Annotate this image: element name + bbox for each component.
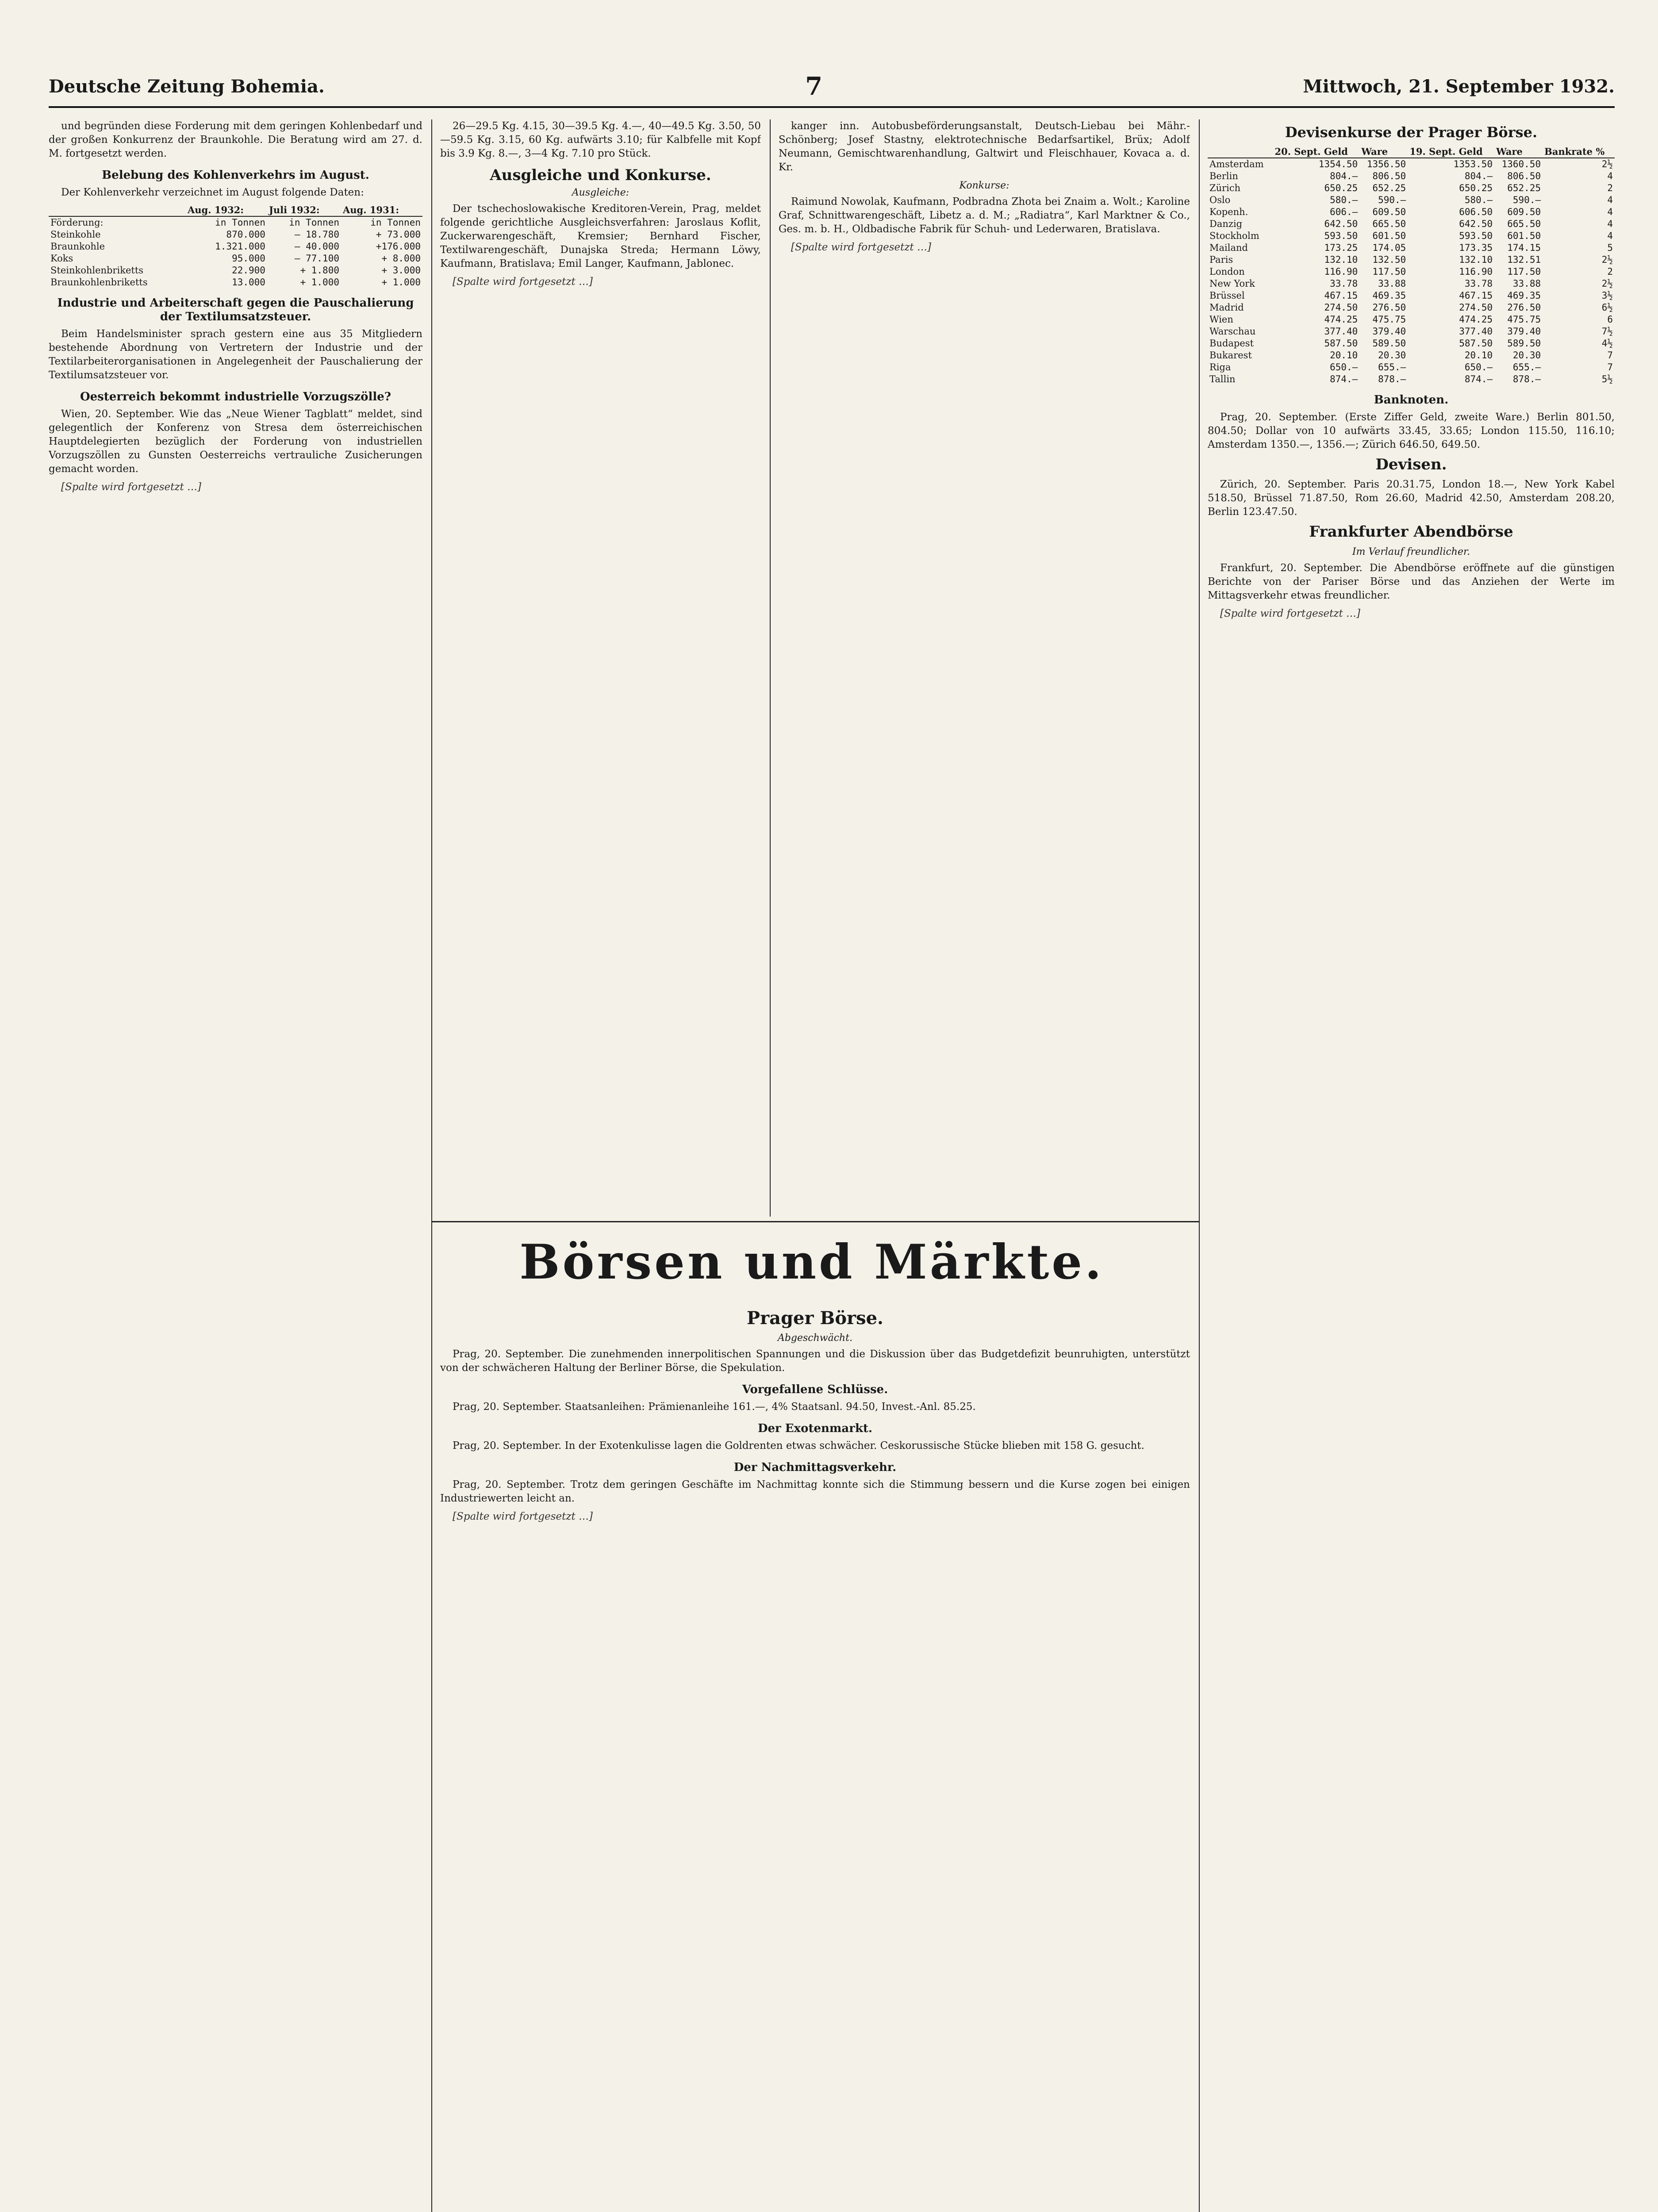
masthead (49, 66, 1615, 108)
cell: Danzig (1209, 219, 1243, 229)
cell: — 40.000 (294, 241, 339, 252)
cell: 580.— (1464, 195, 1493, 205)
cell: Madrid (1209, 302, 1244, 313)
cell: 3½ (1601, 290, 1613, 301)
article-heading: Belebung des Kohlenverkehrs im August. (102, 169, 369, 182)
cell: 606.50 (1459, 207, 1493, 217)
cell: 2 (1607, 266, 1613, 277)
cell: 2½ (1601, 278, 1613, 289)
cell: Brüssel (1209, 290, 1245, 301)
cell: 467.15 (1459, 290, 1493, 301)
article-text: Prag, 20. September. Die zunehmenden innerpolitischen Spannungen und die Diskussion über das Budgetdefizit beunruhigten, unterstützt von der schwächeren Haltung der Berliner Börse, die Spekulation. (440, 1348, 1190, 1374)
cell: Wien (1209, 314, 1233, 325)
article-heading: Der Exotenmarkt. (757, 1422, 873, 1435)
table-row (49, 253, 422, 265)
masthead-date: Mittwoch, 21. September 1932. (1303, 76, 1615, 97)
column-1 (49, 119, 422, 2212)
table-row (1208, 349, 1615, 361)
article-text: Prag, 20. September. In der Exotenkulisse lagen die Goldrenten etwas schwächer. Ceskorussische Stücke blieben mit 158 G. gesucht. (453, 1440, 1144, 1452)
cell: 806.50 (1507, 171, 1541, 181)
cell: + 8.000 (381, 253, 421, 264)
cell: Oslo (1209, 195, 1231, 205)
cell: 601.50 (1372, 230, 1406, 241)
cell: Steinkohle (50, 229, 101, 240)
cell: 589.50 (1507, 338, 1541, 349)
cell: 652.25 (1372, 183, 1406, 193)
cell: Warschau (1209, 326, 1256, 337)
article-text: Prag, 20. September. (Erste Ziffer Geld, zweite Ware.) Berlin 801.50, 804.50; Dollar von 10 aufwärts 33.45, 33.65; London 115.50, 116.10; Amsterdam 1350.—, 1356.—; Zürich 646.50, 649.50. (1208, 411, 1615, 450)
table-row (1208, 206, 1615, 218)
table-row (1208, 170, 1615, 182)
table-header: Bankrate % (1543, 146, 1615, 158)
cell: Steinkohlenbriketts (50, 265, 144, 276)
cell: 469.35 (1372, 290, 1406, 301)
table-header (49, 204, 186, 216)
table-header: Ware (1494, 146, 1543, 158)
cell: 1354.50 (1318, 159, 1358, 169)
cell: 95.000 (232, 253, 265, 264)
column-rule (431, 119, 432, 2212)
article-text: Wien, 20. September. Wie das „Neue Wiener Tagblatt“ meldet, sind gelegentlich der Konferenz von Stresa dem österreichischen Hauptdelegierten bezüglich der Forderung von industriellen Vorzugszöllen zu Gunsten Oesterreichs vertrauliche Zusicherungen gemacht worden. (49, 408, 422, 475)
devisen-heading: Devisen. (1375, 456, 1447, 473)
cell: 650.25 (1324, 183, 1358, 193)
cell: 22.900 (232, 265, 265, 276)
sub-heading: Konkurse: (959, 180, 1009, 191)
cell: 587.50 (1459, 338, 1493, 349)
article-text: Der tschechoslowakische Kreditoren-Verein, Prag, meldet folgende gerichtliche Ausgleichsverfahren: Jaroslaus Koflit, Zuckerwarengeschäft, Kremsier; Bernhard Fischer, Textilwarengeschäft, Dunajska Streda; Hermann Löwy, Kaufmann, Bratislava; Emil Langer, Kaufmann, Jablonec. (440, 203, 761, 269)
cell: 878.— (1512, 374, 1541, 384)
cell: 804.— (1330, 171, 1358, 181)
table-header: 19. Sept. Geld (1408, 146, 1494, 158)
table-row (1208, 158, 1615, 170)
cell: Tallin (1209, 374, 1236, 384)
cell: New York (1209, 278, 1255, 289)
article-text: Prag, 20. September. Trotz dem geringen Geschäfte im Nachmittag konnte sich die Stimmung bessern und die Kurse zogen bei einigen Industriewerten leicht an. (440, 1479, 1190, 1504)
table-row (1208, 254, 1615, 266)
cell: + 1.000 (381, 277, 421, 288)
cell: 379.40 (1372, 326, 1406, 337)
table-row (1208, 373, 1615, 385)
exchange-rate-rows (1208, 158, 1615, 385)
cell: Braunkohle (50, 241, 105, 252)
table-header: Ware (1359, 146, 1408, 158)
cell: 606.— (1330, 207, 1358, 217)
cell: 665.50 (1507, 219, 1541, 229)
cell: 870.000 (226, 229, 265, 240)
table-row (1208, 290, 1615, 302)
cell: 132.51 (1507, 254, 1541, 265)
cell: 590.— (1378, 195, 1406, 205)
table-row (1208, 326, 1615, 338)
cell: 173.35 (1459, 242, 1493, 253)
cell: Mailand (1209, 242, 1248, 253)
table-header: 20. Sept. Geld (1273, 146, 1360, 158)
cell: +176.000 (376, 241, 421, 252)
cell: Stockholm (1209, 230, 1259, 241)
table-row (1208, 230, 1615, 242)
article-text: Der Kohlenverkehr verzeichnet im August folgende Daten: (61, 187, 364, 198)
cell: 589.50 (1372, 338, 1406, 349)
cell: 467.15 (1324, 290, 1358, 301)
article-heading: Der Nachmittagsverkehr. (733, 1461, 897, 1474)
sub-heading: Abgeschwächt. (777, 1333, 853, 1344)
cell: 33.88 (1378, 278, 1406, 289)
cell: 173.25 (1324, 242, 1358, 253)
table-row (1208, 182, 1615, 194)
cell: 7½ (1601, 326, 1613, 337)
article-text: Zürich, 20. September. Paris 20.31.75, London 18.—, New York Kabel 518.50, Brüssel 71.87.50, Rom 26.60, Madrid 42.50, Amsterdam 208.20, Berlin 123.47.50. (1208, 479, 1615, 518)
cell: 475.75 (1507, 314, 1541, 325)
table-row (49, 229, 422, 241)
cell: 276.50 (1507, 302, 1541, 313)
cell: 874.— (1464, 374, 1493, 384)
cell: Braunkohlenbriketts (50, 277, 148, 288)
continuation-note: [Spalte wird fortgesetzt …] (1220, 608, 1360, 619)
column-rule (1199, 119, 1200, 2212)
table-row (1208, 302, 1615, 314)
cell: 20.30 (1378, 350, 1406, 361)
cell: 650.25 (1459, 183, 1493, 193)
section-title: Börsen und Märkte. (519, 1234, 1104, 1290)
continuation-note: [Spalte wird fortgesetzt …] (61, 481, 201, 493)
cell: 20.10 (1464, 350, 1493, 361)
column-3 (779, 119, 1190, 1212)
cell: 33.78 (1464, 278, 1493, 289)
cell: 593.50 (1324, 230, 1358, 241)
cell: 20.10 (1330, 350, 1358, 361)
table-row (1208, 314, 1615, 326)
cell: 379.40 (1507, 326, 1541, 337)
cell: 174.15 (1507, 242, 1541, 253)
cell: 1360.50 (1501, 159, 1541, 169)
cell: 1353.50 (1453, 159, 1493, 169)
cell: Kopenh. (1209, 207, 1248, 217)
cell: 116.90 (1459, 266, 1493, 277)
cell: 276.50 (1372, 302, 1406, 313)
continuation-note: [Spalte wird fortgesetzt …] (453, 1511, 593, 1522)
cell: 33.88 (1512, 278, 1541, 289)
cell: 655.— (1512, 362, 1541, 373)
cell: 20.30 (1512, 350, 1541, 361)
section-heading: Ausgleiche und Konkurse. (490, 166, 711, 184)
cell: 650.— (1464, 362, 1493, 373)
cell: 33.78 (1330, 278, 1358, 289)
cell: 609.50 (1372, 207, 1406, 217)
cell: 117.50 (1507, 266, 1541, 277)
table-header: Aug. 1931: (341, 204, 422, 216)
continuation-note: [Spalte wird fortgesetzt …] (453, 276, 593, 288)
cell: + 1.800 (300, 265, 339, 276)
cell: 4 (1607, 207, 1613, 217)
article-heading: Vorgefallene Schlüsse. (742, 1383, 888, 1396)
cell: 806.50 (1372, 171, 1406, 181)
devisenkurse-heading: Devisenkurse der Prager Börse. (1285, 124, 1538, 141)
cell: 609.50 (1507, 207, 1541, 217)
cell: Zürich (1209, 183, 1241, 193)
cell: 274.50 (1324, 302, 1358, 313)
section-rule (431, 1221, 1199, 1222)
cell: 377.40 (1459, 326, 1493, 337)
column-2 (440, 119, 761, 1212)
sub-heading: Ausgleiche: (572, 187, 629, 198)
coal-table (49, 204, 422, 288)
column-rule (770, 119, 771, 1217)
cell: 650.— (1330, 362, 1358, 373)
cell: — 77.100 (294, 253, 339, 264)
cell: 475.75 (1372, 314, 1406, 325)
cell: 6½ (1601, 302, 1613, 313)
cell: 1356.50 (1366, 159, 1406, 169)
cell: 4 (1607, 171, 1613, 181)
cell: 593.50 (1459, 230, 1493, 241)
cell: 2½ (1601, 159, 1613, 169)
cell: 274.50 (1459, 302, 1493, 313)
cell: 665.50 (1372, 219, 1406, 229)
cell: 874.— (1330, 374, 1358, 384)
article-text: Frankfurt, 20. September. Die Abendbörse eröffnete auf die günstigen Berichte von der Pariser Börse und das Anziehen der Werte im Mittagsverkehr etwas freundlicher. (1208, 562, 1615, 601)
table-header (1208, 146, 1273, 158)
page-number: 7 (805, 72, 823, 101)
article-heading: Oesterreich bekommt industrielle Vorzugszölle? (80, 390, 391, 403)
table-row (49, 241, 422, 253)
cell: 117.50 (1372, 266, 1406, 277)
cell: 377.40 (1324, 326, 1358, 337)
table-row (49, 216, 422, 229)
article-text: Raimund Nowolak, Kaufmann, Podbradna Zhota bei Znaim a. Wolt.; Karoline Graf, Schnittwarengeschäft, Libetz a. d. M.; „Radiatra“, Karl Marktner & Co., Ges. m. b. H., Oldbadische Fabrik für Schuh- und Lederwaren, Bratislava. (779, 196, 1190, 235)
article-heading: Industrie und Arbeiterschaft gegen die Pauschalierung der Textilumsatzsteuer. (57, 296, 414, 323)
cell: London (1209, 266, 1245, 277)
article-text: kanger inn. Autobusbeförderungsanstalt, Deutsch-Liebau bei Mähr.-Schönberg; Josef Stastny, elektrotechnische Bedarfsartikel, Brüx; Adolf Neumann, Gemischtwarenhandlung, Galtwirt und Fleischhauer, Kovaca a. d. Kr. (779, 120, 1190, 173)
cell: 642.50 (1324, 219, 1358, 229)
cell: 132.10 (1324, 254, 1358, 265)
prager-boerse-heading: Prager Börse. (747, 1308, 883, 1329)
cell: 132.50 (1372, 254, 1406, 265)
cell: 4 (1607, 230, 1613, 241)
cell: 4 (1607, 195, 1613, 205)
frankfurt-heading: Frankfurter Abendbörse (1309, 523, 1513, 541)
article-text: Prag, 20. September. Staatsanleihen: Prämienanleihe 161.—, 4% Staatsanl. 94.50, Invest.-Anl. 85.25. (453, 1401, 976, 1413)
cell: 7 (1607, 350, 1613, 361)
cell: 474.25 (1324, 314, 1358, 325)
exchange-rate-table (1208, 146, 1615, 385)
cell: in Tonnen (289, 217, 339, 228)
sub-heading: Im Verlauf freundlicher. (1352, 546, 1470, 557)
cell: 580.— (1330, 195, 1358, 205)
table-row (1208, 266, 1615, 278)
cell: 655.— (1378, 362, 1406, 373)
cell: Koks (50, 253, 73, 264)
cell: 1.321.000 (215, 241, 265, 252)
cell: 878.— (1378, 374, 1406, 384)
cell: Bukarest (1209, 350, 1252, 361)
cell: + 1.000 (300, 277, 339, 288)
cell: in Tonnen (370, 217, 421, 228)
cell: 4½ (1601, 338, 1613, 349)
cell: 2½ (1601, 254, 1613, 265)
cell: 587.50 (1324, 338, 1358, 349)
cell: 5 (1607, 242, 1613, 253)
cell: in Tonnen (215, 217, 265, 228)
article-heading: Banknoten. (1374, 393, 1449, 407)
cell: + 73.000 (376, 229, 421, 240)
column-4 (1208, 119, 1615, 2212)
table-header: Aug. 1932: (186, 204, 267, 216)
cell: Berlin (1209, 171, 1238, 181)
cell: 116.90 (1324, 266, 1358, 277)
cell: 7 (1607, 362, 1613, 373)
cell: 642.50 (1459, 219, 1493, 229)
table-row (1208, 278, 1615, 290)
cell: 174.05 (1372, 242, 1406, 253)
cell: 6 (1607, 314, 1613, 325)
table-row (49, 276, 422, 288)
cell: 2 (1607, 183, 1613, 193)
cell: 590.— (1512, 195, 1541, 205)
table-row (1208, 361, 1615, 373)
table-row (1208, 218, 1615, 230)
cell: 804.— (1464, 171, 1493, 181)
cell: Förderung: (50, 217, 104, 228)
cell: Amsterdam (1209, 159, 1264, 169)
cell: Riga (1209, 362, 1231, 373)
table-row (1208, 338, 1615, 349)
cell: — 18.780 (294, 229, 339, 240)
cell: 5½ (1601, 374, 1613, 384)
table-header: Juli 1932: (267, 204, 341, 216)
cell: 13.000 (232, 277, 265, 288)
table-row (1208, 242, 1615, 254)
cell: 474.25 (1459, 314, 1493, 325)
cell: Budapest (1209, 338, 1254, 349)
cell: Paris (1209, 254, 1233, 265)
cell: + 3.000 (381, 265, 421, 276)
table-row (49, 265, 422, 276)
masthead-paper-name: Deutsche Zeitung Bohemia. (49, 76, 325, 97)
cell: 601.50 (1507, 230, 1541, 241)
cell: 4 (1607, 219, 1613, 229)
cell: 652.25 (1507, 183, 1541, 193)
article-text: und begründen diese Forderung mit dem geringen Kohlenbedarf und der großen Konkurrenz der Braunkohle. Die Beratung wird am 27. d. M. fortgesetzt werden. (49, 120, 422, 159)
continuation-note: [Spalte wird fortgesetzt …] (791, 242, 931, 253)
cell: 132.10 (1459, 254, 1493, 265)
table-row (1208, 194, 1615, 206)
article-text: 26—29.5 Kg. 4.15, 30—39.5 Kg. 4.—, 40—49.5 Kg. 3.50, 50—59.5 Kg. 3.15, 60 Kg. aufwärts 3.10; für Kalbfelle mit Kopf bis 3.9 Kg. 8.—, 3—4 Kg. 7.10 pro Stück. (440, 120, 761, 159)
cell: 469.35 (1507, 290, 1541, 301)
boerse-section (440, 1305, 1190, 2212)
article-text: Beim Handelsminister sprach gestern eine aus 35 Mitgliedern bestehende Abordnung von Vertretern der Industrie und der Textilarbeiterorganisationen in Angelegenheit der Pauschalierung der Textilumsatzsteuer vor. (49, 328, 422, 381)
